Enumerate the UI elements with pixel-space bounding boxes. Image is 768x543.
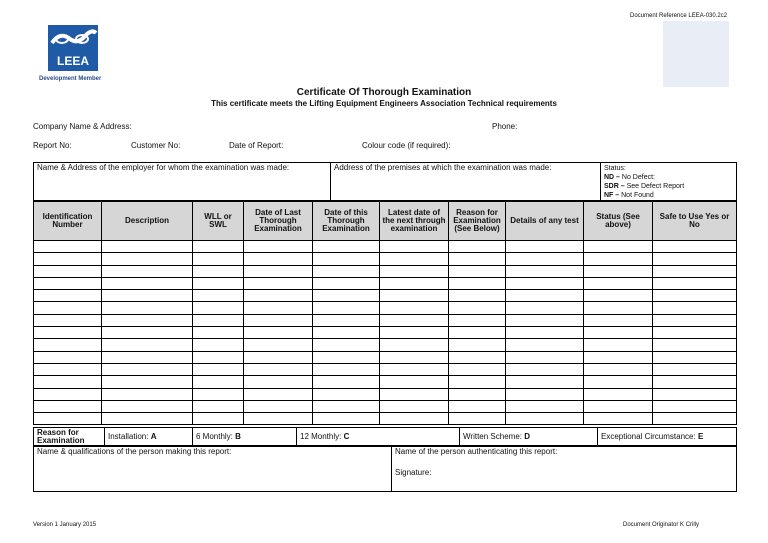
table-cell[interactable] — [506, 241, 584, 253]
table-cell[interactable] — [584, 241, 653, 253]
table-cell[interactable] — [584, 290, 653, 302]
table-cell[interactable] — [584, 302, 653, 314]
table-cell[interactable] — [313, 327, 380, 339]
address-table — [33, 162, 737, 201]
person-authenticating-cell[interactable] — [392, 447, 737, 492]
col-description: Description — [102, 202, 193, 241]
col-reason: Reason for Examination (See Below) — [449, 202, 506, 241]
table-row — [34, 241, 737, 253]
table-cell[interactable] — [193, 327, 244, 339]
table-cell[interactable] — [584, 388, 653, 400]
table-cell[interactable] — [102, 400, 193, 412]
table-cell[interactable] — [584, 314, 653, 326]
document-reference: Document Reference LEEA-030.2c2 — [630, 13, 728, 19]
table-cell[interactable] — [244, 400, 313, 412]
table-cell[interactable] — [380, 363, 449, 375]
table-cell[interactable] — [449, 314, 506, 326]
table-cell[interactable] — [506, 265, 584, 277]
table-cell[interactable] — [506, 388, 584, 400]
table-cell[interactable] — [34, 400, 102, 412]
table-cell[interactable] — [193, 388, 244, 400]
table-cell[interactable] — [313, 253, 380, 265]
table-cell[interactable] — [653, 388, 737, 400]
table-cell[interactable] — [449, 327, 506, 339]
table-cell[interactable] — [102, 302, 193, 314]
table-cell[interactable] — [653, 400, 737, 412]
table-cell[interactable] — [102, 265, 193, 277]
table-row — [34, 277, 737, 289]
table-cell[interactable] — [506, 277, 584, 289]
table-cell[interactable] — [380, 314, 449, 326]
chain-logo-icon — [48, 25, 98, 71]
table-cell[interactable] — [244, 302, 313, 314]
table-cell[interactable] — [313, 388, 380, 400]
status-item-sdr: SDR – See Defect Report — [604, 183, 685, 190]
signoff-table — [33, 446, 737, 492]
table-cell[interactable] — [380, 253, 449, 265]
table-row — [34, 290, 737, 302]
table-cell[interactable] — [449, 400, 506, 412]
table-cell[interactable] — [506, 413, 584, 425]
employer-address-label: Name & Address of the employer for whom the examination was made: — [37, 163, 290, 172]
table-cell[interactable] — [102, 327, 193, 339]
table-cell[interactable] — [449, 413, 506, 425]
table-row — [34, 302, 737, 314]
table-cell[interactable] — [313, 363, 380, 375]
table-cell[interactable] — [193, 363, 244, 375]
col-next-exam-date: Latest date of the next through examination — [380, 202, 449, 241]
col-safe-to-use: Safe to Use Yes or No — [653, 202, 737, 241]
table-cell[interactable] — [584, 277, 653, 289]
logo-text: LEEA — [56, 54, 90, 68]
table-cell[interactable] — [449, 265, 506, 277]
table-cell[interactable] — [102, 290, 193, 302]
status-heading: Status: — [604, 165, 626, 172]
table-cell[interactable] — [313, 413, 380, 425]
table-cell[interactable] — [313, 277, 380, 289]
table-cell[interactable] — [380, 400, 449, 412]
table-cell[interactable] — [102, 339, 193, 351]
table-row — [34, 327, 737, 339]
table-cell[interactable] — [34, 277, 102, 289]
table-cell[interactable] — [584, 363, 653, 375]
table-cell[interactable] — [244, 265, 313, 277]
table-cell[interactable] — [380, 302, 449, 314]
table-cell[interactable] — [653, 314, 737, 326]
table-cell[interactable] — [449, 351, 506, 363]
company-field-label: Company Name & Address: — [33, 122, 132, 131]
table-cell[interactable] — [449, 253, 506, 265]
table-cell[interactable] — [244, 253, 313, 265]
table-cell[interactable] — [653, 302, 737, 314]
table-cell[interactable] — [244, 314, 313, 326]
table-cell[interactable] — [653, 339, 737, 351]
col-status: Status (See above) — [584, 202, 653, 241]
table-cell[interactable] — [506, 339, 584, 351]
reason-installation: Installation: A — [105, 428, 193, 446]
table-cell[interactable] — [313, 302, 380, 314]
table-cell[interactable] — [449, 363, 506, 375]
reason-6-monthly: 6 Monthly: B — [193, 428, 297, 446]
table-cell[interactable] — [380, 290, 449, 302]
col-wll-swl: WLL or SWL — [193, 202, 244, 241]
premises-address-label: Address of the premises at which the examination was made: — [334, 163, 552, 172]
status-item-nd: ND – No Defect: — [604, 174, 655, 181]
examination-table — [33, 201, 737, 425]
reason-table — [33, 427, 737, 446]
table-cell[interactable] — [380, 376, 449, 388]
table-row — [34, 265, 737, 277]
table-cell[interactable] — [34, 351, 102, 363]
table-cell[interactable] — [449, 376, 506, 388]
table-cell[interactable] — [34, 314, 102, 326]
person-making-label: Name & qualifications of the person making this report: — [37, 447, 232, 456]
table-cell[interactable] — [193, 290, 244, 302]
table-cell[interactable] — [102, 277, 193, 289]
table-cell[interactable] — [102, 351, 193, 363]
table-cell[interactable] — [193, 314, 244, 326]
table-cell[interactable] — [102, 413, 193, 425]
table-cell[interactable] — [34, 327, 102, 339]
table-cell[interactable] — [506, 327, 584, 339]
col-identification-number: Identification Number — [34, 202, 102, 241]
table-cell[interactable] — [506, 302, 584, 314]
date-of-report-label: Date of Report: — [229, 141, 284, 150]
table-cell[interactable] — [244, 290, 313, 302]
footer-originator: Document Originator K Crilly — [623, 522, 700, 528]
table-cell[interactable] — [102, 363, 193, 375]
phone-field-label: Phone: — [492, 122, 518, 131]
table-cell[interactable] — [380, 327, 449, 339]
table-row — [34, 388, 737, 400]
table-cell[interactable] — [380, 388, 449, 400]
table-cell[interactable] — [193, 277, 244, 289]
reason-written-scheme: Written Scheme: D — [460, 428, 598, 446]
table-cell[interactable] — [102, 253, 193, 265]
stamp-box — [663, 21, 729, 87]
table-cell[interactable] — [193, 413, 244, 425]
table-cell[interactable] — [34, 376, 102, 388]
table-cell[interactable] — [506, 314, 584, 326]
table-cell[interactable] — [653, 376, 737, 388]
table-cell[interactable] — [449, 388, 506, 400]
table-row — [34, 400, 737, 412]
table-cell[interactable] — [584, 327, 653, 339]
table-cell[interactable] — [102, 376, 193, 388]
colour-code-label: Colour code (if required): — [362, 141, 451, 150]
table-cell[interactable] — [102, 388, 193, 400]
table-cell[interactable] — [34, 265, 102, 277]
page-subtitle: This certificate meets the Lifting Equipment Engineers Association Technical requirements — [211, 99, 557, 108]
table-cell[interactable] — [313, 400, 380, 412]
table-row — [34, 413, 737, 425]
table-cell[interactable] — [380, 265, 449, 277]
table-cell[interactable] — [193, 339, 244, 351]
table-cell[interactable] — [584, 400, 653, 412]
table-cell[interactable] — [584, 339, 653, 351]
table-cell[interactable] — [102, 314, 193, 326]
table-row — [34, 363, 737, 375]
table-cell[interactable] — [244, 376, 313, 388]
table-cell[interactable] — [193, 302, 244, 314]
table-cell[interactable] — [34, 241, 102, 253]
table-cell[interactable] — [244, 351, 313, 363]
table-cell[interactable] — [653, 351, 737, 363]
table-cell[interactable] — [506, 376, 584, 388]
table-cell[interactable] — [313, 290, 380, 302]
table-cell[interactable] — [34, 290, 102, 302]
table-cell[interactable] — [449, 302, 506, 314]
table-cell[interactable] — [34, 339, 102, 351]
table-cell[interactable] — [193, 241, 244, 253]
table-cell[interactable] — [193, 351, 244, 363]
table-cell[interactable] — [102, 241, 193, 253]
footer-version: Version 1 January 2015 — [33, 522, 97, 528]
table-cell[interactable] — [380, 413, 449, 425]
person-making-cell[interactable] — [34, 447, 392, 492]
table-cell[interactable] — [653, 290, 737, 302]
table-cell[interactable] — [653, 363, 737, 375]
table-cell[interactable] — [244, 277, 313, 289]
table-cell[interactable] — [653, 413, 737, 425]
status-legend — [601, 163, 737, 201]
table-cell[interactable] — [653, 253, 737, 265]
col-details-test: Details of any test — [506, 202, 584, 241]
col-date-this-exam: Date of this Thorough Examination — [313, 202, 380, 241]
table-row — [34, 376, 737, 388]
table-row — [34, 339, 737, 351]
table-cell[interactable] — [653, 241, 737, 253]
table-cell[interactable] — [313, 314, 380, 326]
table-row — [34, 314, 737, 326]
table-cell[interactable] — [313, 376, 380, 388]
table-cell[interactable] — [380, 277, 449, 289]
premises-address-cell[interactable] — [331, 163, 601, 201]
table-cell[interactable] — [193, 400, 244, 412]
table-header-row — [34, 202, 737, 241]
table-cell[interactable] — [506, 363, 584, 375]
table-cell[interactable] — [584, 376, 653, 388]
table-cell[interactable] — [244, 413, 313, 425]
table-cell[interactable] — [34, 302, 102, 314]
table-cell[interactable] — [34, 413, 102, 425]
logo-subtext: Development Member — [39, 76, 102, 82]
reason-label: Reason for Examination — [34, 428, 105, 446]
table-cell[interactable] — [380, 351, 449, 363]
table-cell[interactable] — [244, 241, 313, 253]
table-cell[interactable] — [313, 351, 380, 363]
table-cell[interactable] — [584, 413, 653, 425]
table-cell[interactable] — [244, 339, 313, 351]
table-cell[interactable] — [653, 265, 737, 277]
table-cell[interactable] — [244, 327, 313, 339]
table-cell[interactable] — [193, 265, 244, 277]
table-cell[interactable] — [193, 253, 244, 265]
table-cell[interactable] — [506, 290, 584, 302]
table-cell[interactable] — [380, 241, 449, 253]
table-cell[interactable] — [449, 277, 506, 289]
page-title: Certificate Of Thorough Examination — [296, 87, 472, 98]
table-cell[interactable] — [449, 339, 506, 351]
reason-12-monthly: 12 Monthly: C — [297, 428, 460, 446]
table-row — [34, 253, 737, 265]
person-authenticating-label: Name of the person authenticating this report: — [395, 447, 558, 456]
table-cell[interactable] — [584, 253, 653, 265]
table-cell[interactable] — [313, 241, 380, 253]
table-cell[interactable] — [34, 388, 102, 400]
table-cell[interactable] — [244, 388, 313, 400]
table-cell[interactable] — [449, 241, 506, 253]
status-item-nf: NF – Not Found — [604, 192, 654, 199]
table-cell[interactable] — [584, 265, 653, 277]
table-cell[interactable] — [449, 290, 506, 302]
table-cell[interactable] — [313, 265, 380, 277]
leea-logo — [48, 25, 98, 71]
table-cell[interactable] — [34, 363, 102, 375]
table-cell[interactable] — [584, 351, 653, 363]
report-no-label: Report No: — [33, 141, 72, 150]
table-cell[interactable] — [653, 277, 737, 289]
table-cell[interactable] — [506, 400, 584, 412]
table-cell[interactable] — [506, 351, 584, 363]
customer-no-label: Customer No: — [131, 141, 181, 150]
table-cell[interactable] — [313, 339, 380, 351]
table-cell[interactable] — [380, 339, 449, 351]
reason-exceptional: Exceptional Circumstance: E — [598, 428, 737, 446]
table-cell[interactable] — [193, 376, 244, 388]
table-row — [34, 351, 737, 363]
col-date-last-exam: Date of Last Thorough Examination — [244, 202, 313, 241]
table-cell[interactable] — [244, 363, 313, 375]
table-cell[interactable] — [653, 327, 737, 339]
table-cell[interactable] — [34, 253, 102, 265]
table-cell[interactable] — [506, 253, 584, 265]
employer-address-cell[interactable] — [34, 163, 331, 201]
signature-label: Signature: — [395, 468, 432, 477]
